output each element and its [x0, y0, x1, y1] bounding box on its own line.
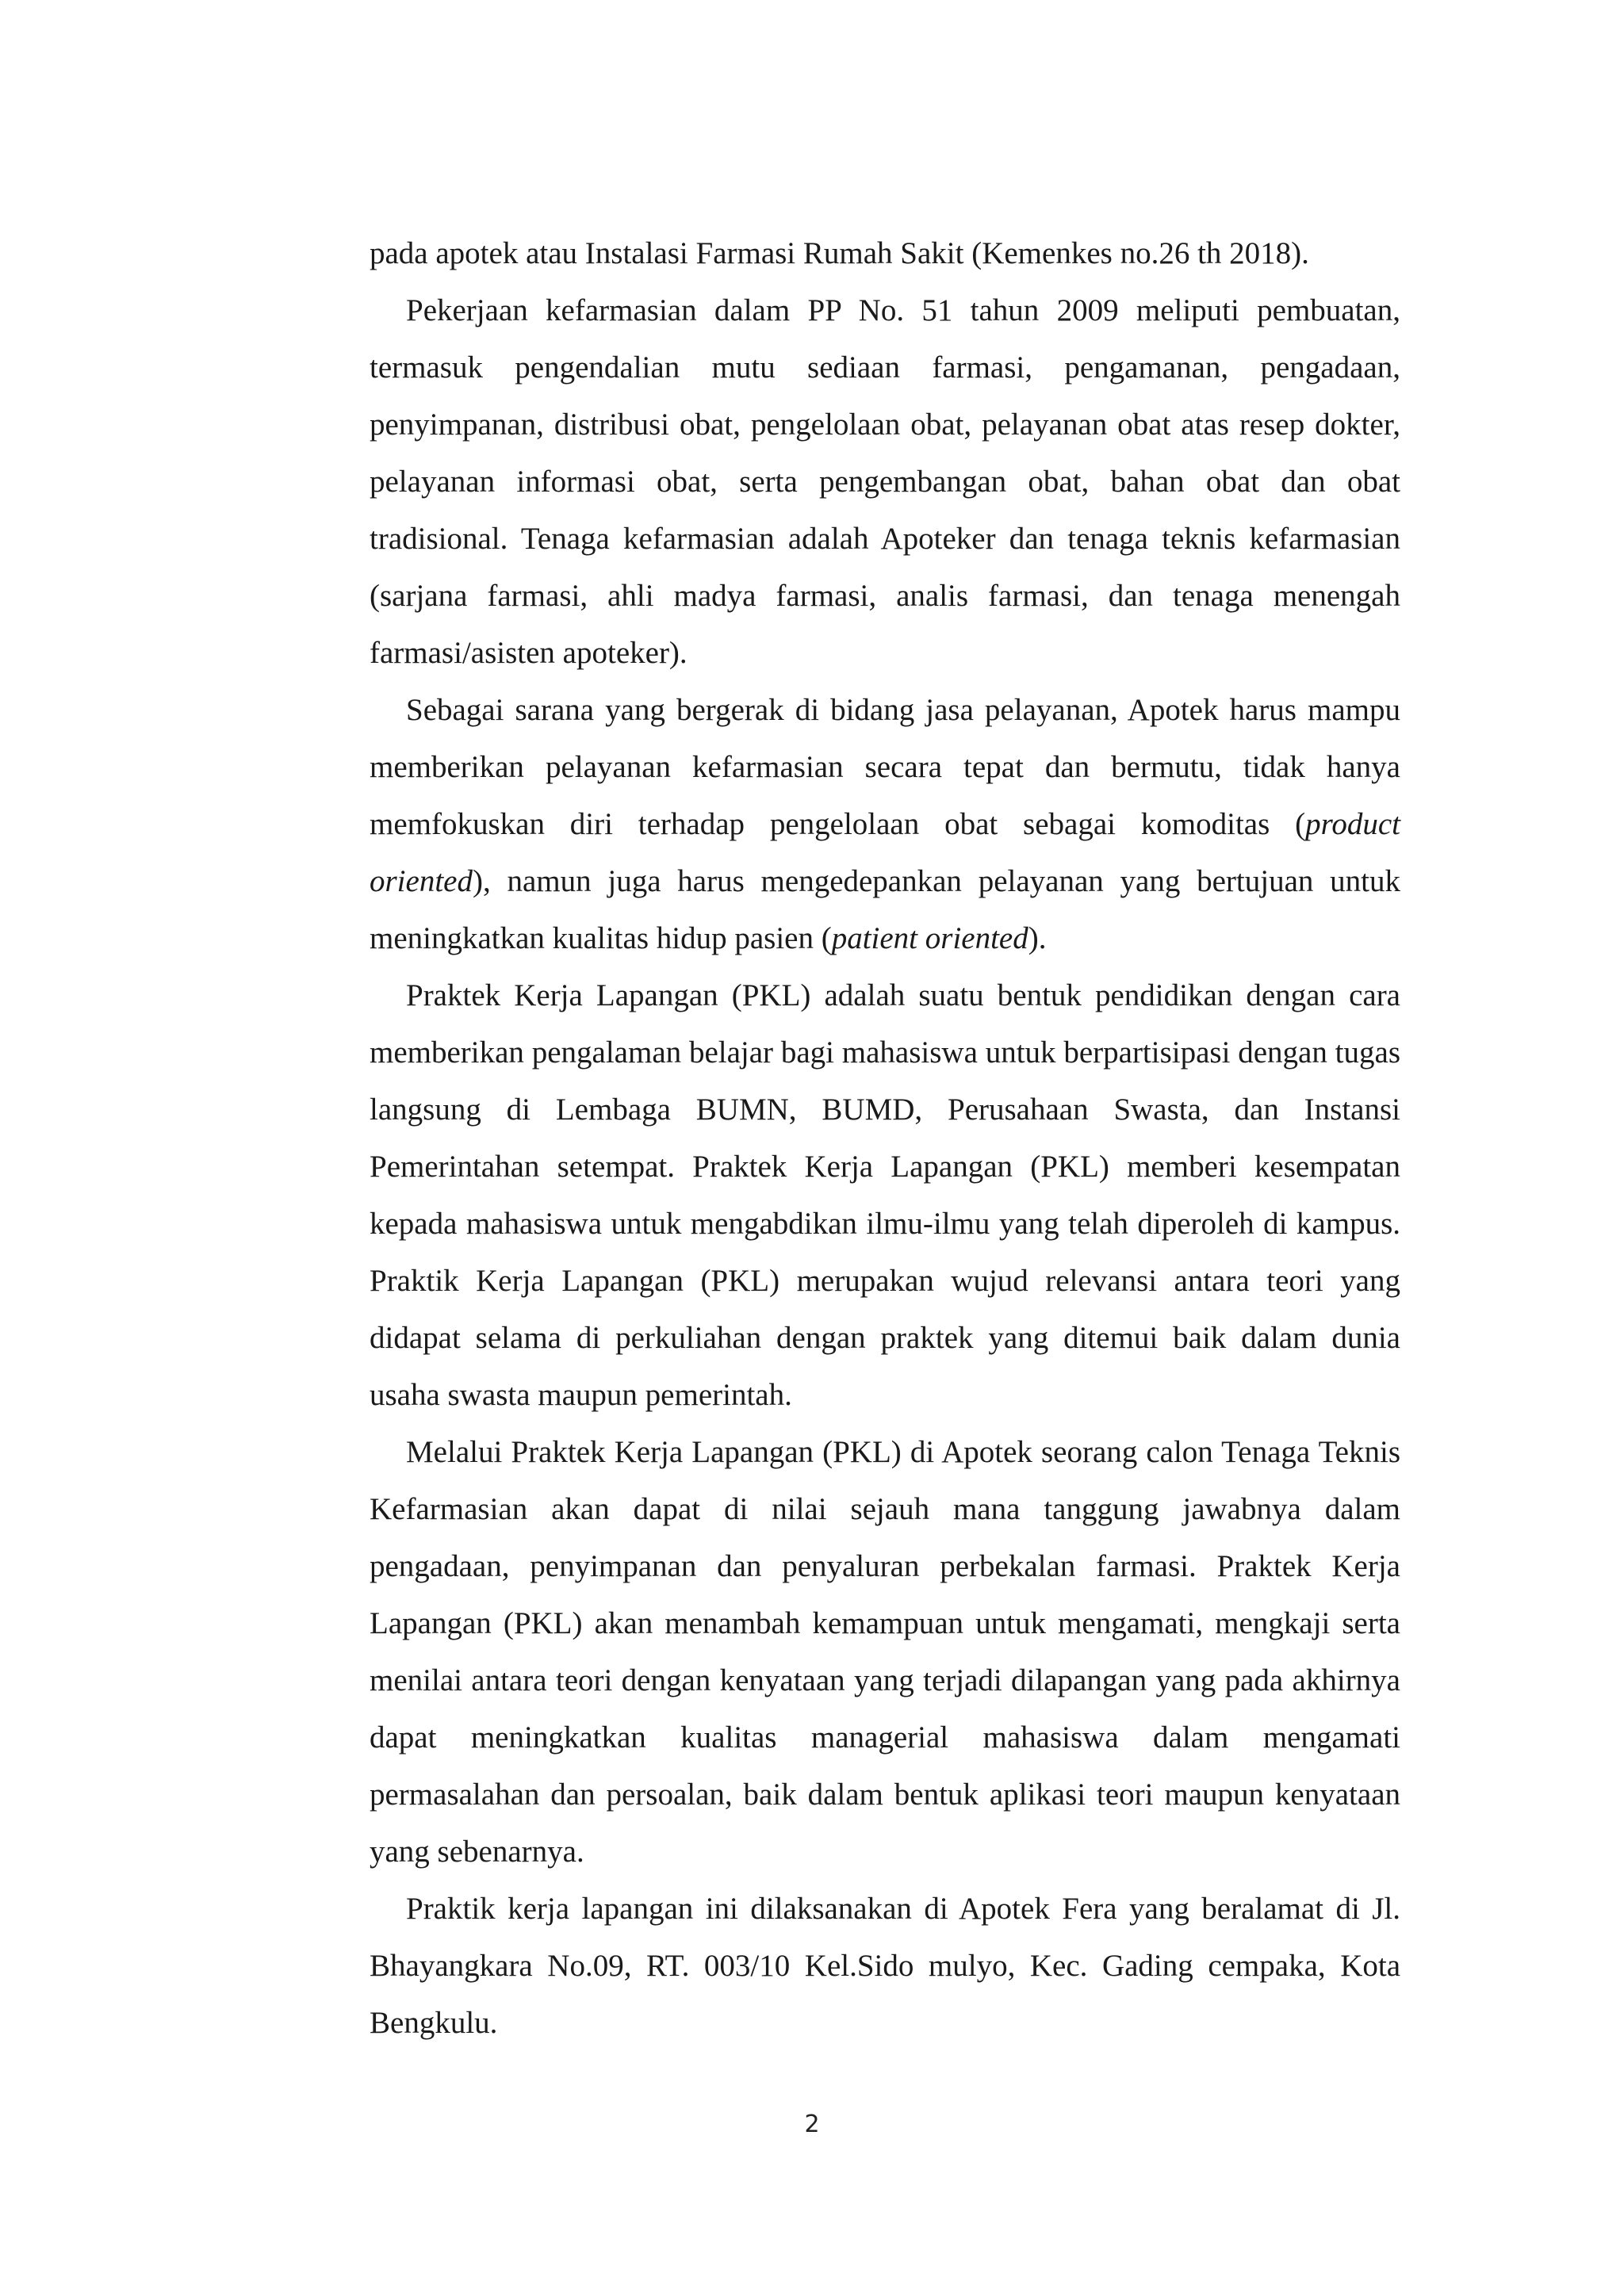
paragraph-2-text: Pekerjaan kefarmasian dalam PP No. 51 tahun 2009 meliputi pembuatan, termasuk pengendalian mutu sediaan farmasi, pengamanan, pengadaan, penyimpanan, distribusi obat, pengelolaan obat, pelayanan obat atas resep dokter, pelayanan informasi obat, serta pengembangan obat, bahan obat dan obat tradisional. Tenaga kefarmasian adalah Apoteker dan tenaga teknis kefarmasian (sarjana farmasi, ahli madya farmasi, analis farmasi, dan tenaga menengah farmasi/asisten apoteker). [370, 293, 1400, 670]
paragraph-1 [370, 225, 1400, 282]
paragraph-3 [370, 682, 1400, 967]
paragraph-2 [370, 282, 1400, 682]
paragraph-6-text: Praktik kerja lapangan ini dilaksanakan di Apotek Fera yang beralamat di Jl. Bhayangkara No.09, RT. 003/10 Kel.Sido mulyo, Kec. Gading cempaka, Kota Bengkulu. [370, 1892, 1400, 2040]
page-number: 2 [804, 2110, 820, 2138]
paragraph-1-text: pada apotek atau Instalasi Farmasi Rumah Sakit (Kemenkes no.26 th 2018). [370, 236, 1309, 270]
paragraph-5 [370, 1424, 1400, 1881]
paragraph-3-italic-patient-oriented: patient oriented [831, 921, 1028, 955]
paragraph-3-text-c: ). [1028, 921, 1047, 955]
paragraph-4-text: Praktek Kerja Lapangan (PKL) adalah suatu bentuk pendidikan dengan cara memberikan pengalaman belajar bagi mahasiswa untuk berpartisipasi dengan tugas langsung di Lembaga BUMN, BUMD, Perusahaan Swasta, dan Instansi Pemerintahan setempat. Praktek Kerja Lapangan (PKL) memberi kesempatan kepada mahasiswa untuk mengabdikan ilmu-ilmu yang telah diperoleh di kampus. Praktik Kerja Lapangan (PKL) merupakan wujud relevansi antara teori yang didapat selama di perkuliahan dengan praktek yang ditemui baik dalam dunia usaha swasta maupun pemerintah. [370, 978, 1400, 1412]
paragraph-3-text-a: Sebagai sarana yang bergerak di bidang jasa pelayanan, Apotek harus mampu memberikan pelayanan kefarmasian secara tepat dan bermutu, tidak hanya memfokuskan diri terhadap pengelolaan obat sebagai komoditas ( [370, 693, 1400, 841]
paragraph-6 [370, 1881, 1400, 2052]
paragraph-4 [370, 967, 1400, 1424]
paragraph-3-italic-product-oriented: product oriented [370, 807, 1400, 898]
paragraph-5-text: Melalui Praktek Kerja Lapangan (PKL) di Apotek seorang calon Tenaga Teknis Kefarmasian akan dapat di nilai sejauh mana tanggung jawabnya dalam pengadaan, penyimpanan dan penyaluran perbekalan farmasi. Praktek Kerja Lapangan (PKL) akan menambah kemampuan untuk mengamati, mengkaji serta menilai antara teori dengan kenyataan yang terjadi dilapangan yang pada akhirnya dapat meningkatkan kualitas managerial mahasiswa dalam mengamati permasalahan dan persoalan, baik dalam bentuk aplikasi teori maupun kenyataan yang sebenarnya. [370, 1435, 1400, 1869]
paragraph-3-text-b: ), namun juga harus mengedepankan pelayanan yang bertujuan untuk meningkatkan kualitas hidup pasien ( [370, 864, 1400, 955]
body-text [370, 225, 1400, 2052]
